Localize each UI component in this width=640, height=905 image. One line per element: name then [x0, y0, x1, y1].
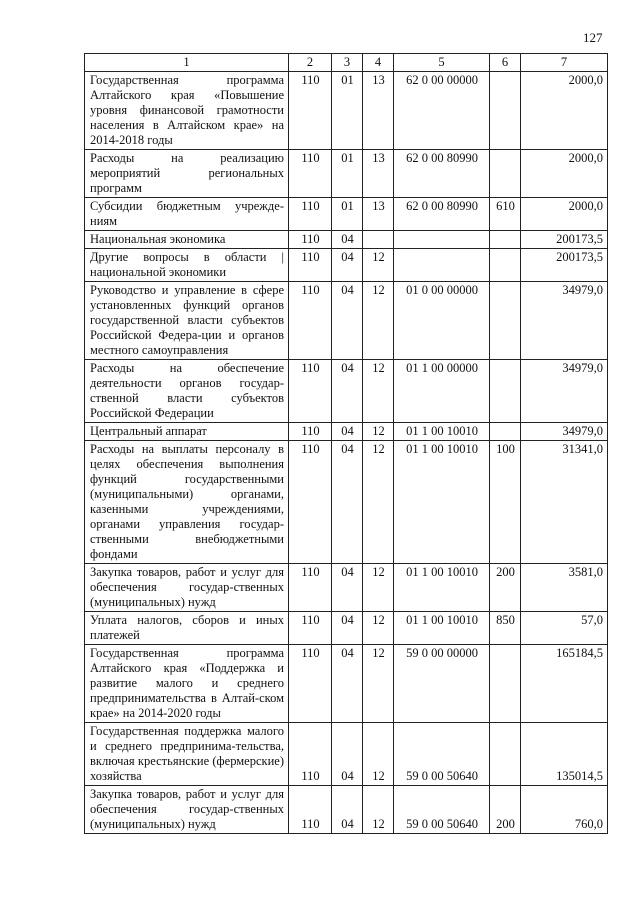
- row-amount-cell: 2000,0: [521, 72, 608, 150]
- table-body: [85, 72, 608, 834]
- row-section-cell: 04: [332, 441, 363, 564]
- row-amount-cell: 3581,0: [521, 564, 608, 612]
- row-expense-type-cell: [490, 72, 521, 150]
- row-target-cell: 59 0 00 50640: [394, 723, 490, 786]
- table-row: [85, 441, 608, 564]
- row-section-cell: 04: [332, 231, 363, 249]
- row-code-cell: 110: [289, 249, 332, 282]
- row-section-cell: 04: [332, 723, 363, 786]
- row-subsection-cell: 12: [363, 249, 394, 282]
- table-row: [85, 723, 608, 786]
- row-code-cell: 110: [289, 282, 332, 360]
- column-header: 3: [332, 54, 363, 72]
- row-section-cell: 04: [332, 612, 363, 645]
- row-subsection-cell: 13: [363, 198, 394, 231]
- row-amount-cell: 34979,0: [521, 423, 608, 441]
- row-amount-cell: 57,0: [521, 612, 608, 645]
- row-amount-cell: 200173,5: [521, 231, 608, 249]
- row-expense-type-cell: [490, 249, 521, 282]
- row-amount-cell: 135014,5: [521, 723, 608, 786]
- column-header: 5: [394, 54, 490, 72]
- row-expense-type-cell: [490, 360, 521, 423]
- row-target-cell: 59 0 00 00000: [394, 645, 490, 723]
- row-code-cell: 110: [289, 645, 332, 723]
- row-subsection-cell: 12: [363, 645, 394, 723]
- row-section-cell: 04: [332, 423, 363, 441]
- row-section-cell: 04: [332, 645, 363, 723]
- row-target-cell: 01 1 00 10010: [394, 564, 490, 612]
- row-expense-type-cell: [490, 282, 521, 360]
- row-section-cell: 04: [332, 786, 363, 834]
- row-target-cell: 59 0 00 50640: [394, 786, 490, 834]
- row-subsection-cell: 12: [363, 786, 394, 834]
- table-row: [85, 249, 608, 282]
- row-target-cell: 62 0 00 00000: [394, 72, 490, 150]
- row-amount-cell: 2000,0: [521, 150, 608, 198]
- row-expense-type-cell: 850: [490, 612, 521, 645]
- row-code-cell: 110: [289, 150, 332, 198]
- row-code-cell: 110: [289, 564, 332, 612]
- table-row: [85, 282, 608, 360]
- page-number: 127: [583, 30, 603, 45]
- row-expense-type-cell: 200: [490, 564, 521, 612]
- table-row: [85, 231, 608, 249]
- row-code-cell: 110: [289, 423, 332, 441]
- row-name-cell: Закупка товаров, работ и услуг для обеспечения государ-ственных (муниципальных) нужд: [85, 564, 289, 612]
- row-subsection-cell: 12: [363, 723, 394, 786]
- row-target-cell: 01 0 00 00000: [394, 282, 490, 360]
- row-target-cell: 62 0 00 80990: [394, 150, 490, 198]
- table-row: [85, 645, 608, 723]
- row-expense-type-cell: 610: [490, 198, 521, 231]
- row-subsection-cell: 12: [363, 423, 394, 441]
- row-name-cell: Субсидии бюджетным учрежде-ниям: [85, 198, 289, 231]
- column-header: 2: [289, 54, 332, 72]
- row-expense-type-cell: [490, 723, 521, 786]
- row-code-cell: 110: [289, 723, 332, 786]
- row-subsection-cell: 13: [363, 72, 394, 150]
- table-row: [85, 360, 608, 423]
- column-header: 7: [521, 54, 608, 72]
- row-section-cell: 04: [332, 282, 363, 360]
- row-name-cell: Закупка товаров, работ и услуг для обеспечения государ-ственных (муниципальных) нужд: [85, 786, 289, 834]
- row-code-cell: 110: [289, 231, 332, 249]
- row-target-cell: [394, 231, 490, 249]
- row-expense-type-cell: [490, 645, 521, 723]
- row-name-cell: Руководство и управление в сфере установленных функций органов государственной власти субъектов Российской Федера-ции и органов местного самоуправления: [85, 282, 289, 360]
- row-code-cell: 110: [289, 612, 332, 645]
- row-amount-cell: 31341,0: [521, 441, 608, 564]
- row-code-cell: 110: [289, 786, 332, 834]
- row-name-cell: Расходы на обеспечение деятельности органов государ-ственной власти субъектов Российской Федерации: [85, 360, 289, 423]
- column-header: 1: [85, 54, 289, 72]
- row-amount-cell: 2000,0: [521, 198, 608, 231]
- row-expense-type-cell: 200: [490, 786, 521, 834]
- row-code-cell: 110: [289, 360, 332, 423]
- row-name-cell: Государственная программа Алтайского края «Повышение уровня финансовой грамотности населения в Алтайском крае» на 2014-2018 годы: [85, 72, 289, 150]
- row-name-cell: Другие вопросы в области |национальной экономики: [85, 249, 289, 282]
- table-row: [85, 786, 608, 834]
- row-amount-cell: 34979,0: [521, 360, 608, 423]
- row-target-cell: [394, 249, 490, 282]
- column-header: 4: [363, 54, 394, 72]
- row-code-cell: 110: [289, 198, 332, 231]
- row-target-cell: 01 1 00 10010: [394, 441, 490, 564]
- row-subsection-cell: 12: [363, 441, 394, 564]
- row-amount-cell: 165184,5: [521, 645, 608, 723]
- row-section-cell: 01: [332, 150, 363, 198]
- row-name-cell: Расходы на реализацию мероприятий региональных программ: [85, 150, 289, 198]
- column-header: 6: [490, 54, 521, 72]
- row-amount-cell: 760,0: [521, 786, 608, 834]
- row-target-cell: 01 1 00 10010: [394, 423, 490, 441]
- row-expense-type-cell: [490, 231, 521, 249]
- row-subsection-cell: [363, 231, 394, 249]
- row-code-cell: 110: [289, 441, 332, 564]
- row-section-cell: 01: [332, 72, 363, 150]
- row-subsection-cell: 13: [363, 150, 394, 198]
- row-name-cell: Государственная программа Алтайского края «Поддержка и развитие малого и среднего предпринимательства в Алтай-ском крае» на 2014-2020 годы: [85, 645, 289, 723]
- row-expense-type-cell: [490, 423, 521, 441]
- row-name-cell: Расходы на выплаты персоналу в целях обеспечения выполнения функций государственными (муниципальными) органами, казенными учреждениями, органами управления государ-ственными внебюджетными фондами: [85, 441, 289, 564]
- table-header-row: [85, 54, 608, 72]
- row-expense-type-cell: 100: [490, 441, 521, 564]
- row-section-cell: 04: [332, 249, 363, 282]
- row-expense-type-cell: [490, 150, 521, 198]
- table-row: [85, 72, 608, 150]
- budget-table: [84, 53, 608, 834]
- row-amount-cell: 200173,5: [521, 249, 608, 282]
- table-row: [85, 150, 608, 198]
- row-subsection-cell: 12: [363, 282, 394, 360]
- table-row: [85, 198, 608, 231]
- row-subsection-cell: 12: [363, 564, 394, 612]
- row-subsection-cell: 12: [363, 360, 394, 423]
- row-target-cell: 01 1 00 00000: [394, 360, 490, 423]
- row-section-cell: 01: [332, 198, 363, 231]
- row-target-cell: 62 0 00 80990: [394, 198, 490, 231]
- table-row: [85, 423, 608, 441]
- row-code-cell: 110: [289, 72, 332, 150]
- row-subsection-cell: 12: [363, 612, 394, 645]
- row-name-cell: Уплата налогов, сборов и иных платежей: [85, 612, 289, 645]
- table-row: [85, 564, 608, 612]
- row-name-cell: Центральный аппарат: [85, 423, 289, 441]
- row-section-cell: 04: [332, 564, 363, 612]
- table-row: [85, 612, 608, 645]
- row-section-cell: 04: [332, 360, 363, 423]
- row-name-cell: Государственная поддержка малого и среднего предпринима-тельства, включая крестьянские (фермерские) хозяйства: [85, 723, 289, 786]
- row-target-cell: 01 1 00 10010: [394, 612, 490, 645]
- row-amount-cell: 34979,0: [521, 282, 608, 360]
- row-name-cell: Национальная экономика: [85, 231, 289, 249]
